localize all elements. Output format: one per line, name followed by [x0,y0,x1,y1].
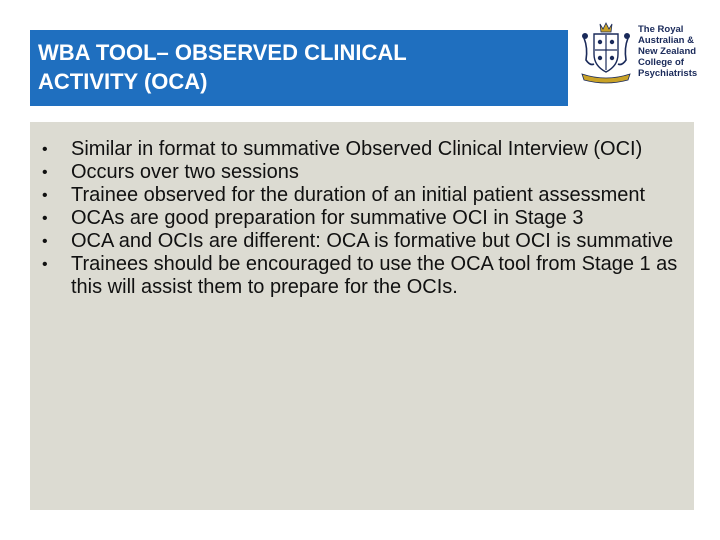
content-box [30,122,694,510]
bullet-text: Trainee observed for the duration of an initial patient assessment [71,184,646,206]
bullet-text: OCA and OCIs are different: OCA is formative but OCI is summative [71,230,674,252]
slide-title [38,38,558,96]
logo-wordmark [638,24,718,79]
bullet-text: OCAs are good preparation for summative OCI in Stage 3 [71,207,584,229]
bullet-text: Trainees should be encouraged to use the OCA tool from Stage 1 as this will assist them to prepare for the OCIs. [71,253,678,298]
logo-line: Psychiatrists [638,68,698,79]
crest-icon [578,20,634,86]
bullet-item [42,253,680,299]
bullet-item [42,207,680,230]
bullet-icon: • [42,164,48,181]
title-bar [30,30,568,106]
bullet-icon: • [42,256,48,273]
slide-title-line-1: WBA TOOL– OBSERVED CLINICAL [38,40,407,65]
bullet-icon: • [42,187,48,204]
logo-line: Australian & [638,35,694,46]
logo-line: The Royal [638,24,684,35]
bullet-text: Occurs over two sessions [71,161,299,183]
logo-line: College of [638,57,684,68]
bullet-text: Similar in format to summative Observed Clinical Interview (OCI) [71,138,643,160]
bullet-icon: • [42,233,48,250]
bullet-icon: • [42,141,48,158]
bullet-list [42,138,680,299]
bullet-icon: • [42,210,48,227]
bullet-item [42,161,680,184]
bullet-item [42,138,680,161]
logo-line: New Zealand [638,46,697,57]
slide-title-line-2: ACTIVITY (OCA) [38,69,208,94]
college-logo [578,20,718,94]
bullet-item [42,230,680,253]
bullet-item [42,184,680,207]
